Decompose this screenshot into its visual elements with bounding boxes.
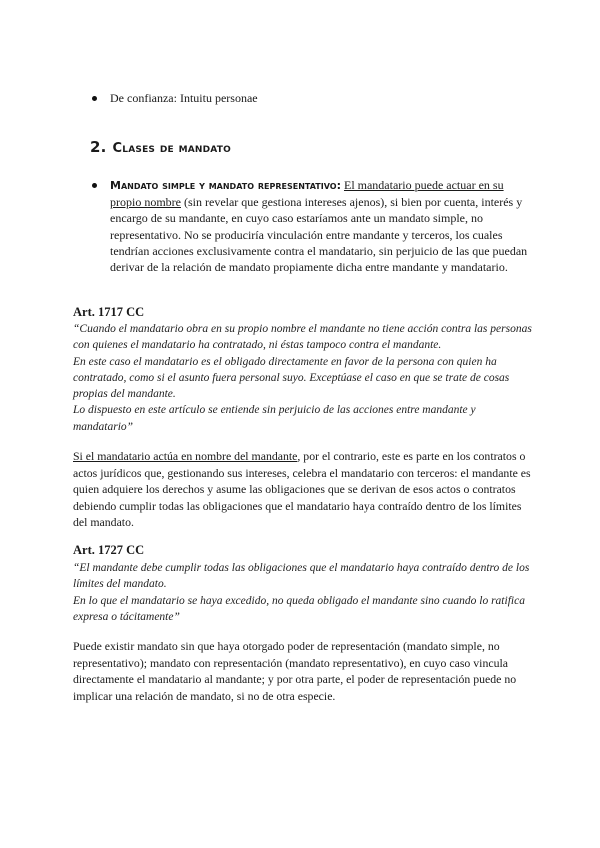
underlined-phrase: Si el mandatario actúa en nombre del mandante — [73, 449, 298, 463]
bullet-lead: Mandato simple y mandato representativo: — [110, 179, 341, 192]
quote-paragraph: “Cuando el mandatario obra en su propio nombre el mandante no tiene acción contra las personas con quienes el mandatario ha contratado, ni éstas tampoco contra el mandante. — [73, 323, 532, 352]
article-1727-quote — [73, 560, 533, 625]
quote-paragraph: En este caso el mandatario es el obligado directamente en favor de la persona con quien ha contratado, como si el asunto fuera personal suyo. Exceptúase el caso en que se trate de cosas propias del mandante. — [73, 355, 510, 401]
paragraph-body: , por el contrario, este es parte en los contratos o actos jurídicos que, gestionando sus intereses, celebra el mandatario con terceros: el mandante es quien adquiere los derechos y asume las obligaciones que se derivan de esos actos o contratos debiendo cumplir todas las obligaciones que el mandatario haya contraído dentro de los límites del mandato. — [73, 449, 531, 529]
underlined-phrase: El mandatario puede actuar en su propio nombre — [110, 178, 504, 210]
section-number: 2. — [90, 138, 107, 156]
section-heading — [90, 138, 231, 156]
article-1717-quote — [73, 321, 533, 435]
bullet-dot-icon — [92, 183, 97, 188]
article-1727-title: Art. 1727 CC — [73, 543, 145, 557]
bullet-mandato-simple — [110, 177, 528, 275]
paragraph-final: Puede existir mandato sin que haya otorgado poder de representación (mandato simple, no representativo); mandato con representación (mandato representativo), en cuyo caso vincula directamente el mandatario al mandante; y por otra parte, el poder de representación puede no implicar una relación de mandato, si no de otra especie. — [73, 639, 517, 703]
bullet-confianza: De confianza: Intuitu personae — [110, 91, 258, 105]
bullet-dot-icon — [92, 96, 97, 101]
bullet-body: (sin revelar que gestiona intereses ajenos), si bien por cuenta, interés y encargo de su mandante, en cuyo caso estaríamos ante un mandato simple, no representativo. No se produciría vinculación entre mandante y terceros, los cuales tendrían acciones exclusivamente contra el mandatario, sin perjuicio de las que puedan derivar de la relación de mandato propiamente dicha entre mandante y mandatario. — [110, 195, 528, 275]
quote-paragraph: “El mandante debe cumplir todas las obligaciones que el mandatario haya contraído dentro de los límites del mandato. — [73, 562, 530, 591]
paragraph-representacion — [73, 448, 533, 531]
section-title: Clases de mandato — [112, 141, 231, 156]
article-1717-title: Art. 1717 CC — [73, 305, 145, 319]
quote-paragraph: Lo dispuesto en este artículo se entiende sin perjuicio de las acciones entre mandante y mandatario” — [73, 404, 476, 433]
quote-paragraph: En lo que el mandatario se haya excedido, no queda obligado el mandante sino cuando lo ratifica expresa o tácitamente” — [73, 594, 525, 623]
